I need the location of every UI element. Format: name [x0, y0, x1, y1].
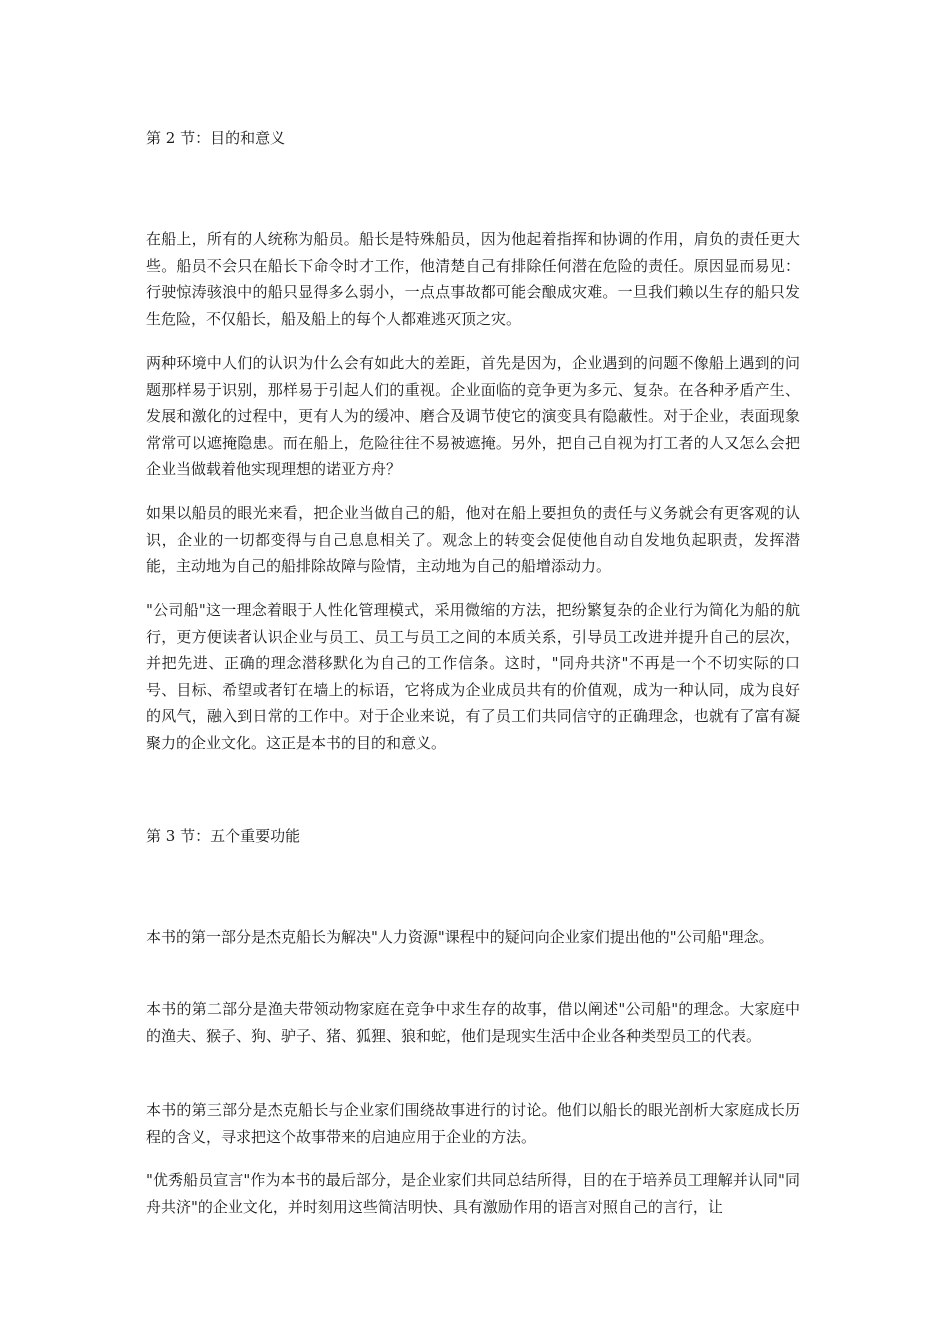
section-2-paragraph-2: 两种环境中人们的认识为什么会有如此大的差距，首先是因为，企业遇到的问题不像船上遇到的问题那样易于识别，那样易于引起人们的重视。企业面临的竞争更为多元、复杂。在各种矛盾产生、发展和激化的过程中，更有人为的缓冲、磨合及调节使它的演变具有隐蔽性。对于企业，表面现象常常可以遮掩隐患。而在船上，危险往往不易被遮掩。另外，把自己自视为打工者的人又怎么会把企业当做载着他实现理想的诺亚方舟？ [146, 354, 800, 478]
section-2-paragraph-3: 如果以船员的眼光来看，把企业当做自己的船，他对在船上要担负的责任与义务就会有更客观的认识，企业的一切都变得与自己息息相关了。观念上的转变会促使他自动自发地负起职责，发挥潜能，主动地为自己的船排除故障与险情，主动地为自己的船增添动力。 [146, 504, 800, 575]
section-3-paragraph-3: 本书的第三部分是杰克船长与企业家们围绕故事进行的讨论。他们以船长的眼光剖析大家庭成长历程的含义，寻求把这个故事带来的启迪应用于企业的方法。 [146, 1101, 800, 1146]
section-3-paragraph-2: 本书的第二部分是渔夫带领动物家庭在竞争中求生存的故事，借以阐述"公司船"的理念。大家庭中的渔夫、猴子、狗、驴子、猪、狐狸、狼和蛇，他们是现实生活中企业各种类型员工的代表。 [146, 1000, 800, 1045]
section-2-heading: 第 2 节：目的和意义 [146, 129, 286, 147]
section-3-paragraph-4: "优秀船员宣言"作为本书的最后部分，是企业家们共同总结所得，目的在于培养员工理解并认同"同舟共济"的企业文化，并时刻用这些简洁明快、具有激励作用的语言对照自己的言行，让 [146, 1171, 800, 1216]
section-2-paragraph-1: 在船上，所有的人统称为船员。船长是特殊船员，因为他起着指挥和协调的作用，肩负的责任更大些。船员不会只在船长下命令时才工作，他清楚自己有排除任何潜在危险的责任。原因显而易见：行驶惊涛骇浪中的船只显得多么弱小，一点点事故都可能会酿成灾难。一旦我们赖以生存的船只发生危险，不仅船长，船及船上的每个人都难逃灭顶之灾。 [146, 230, 800, 328]
section-3-paragraph-1: 本书的第一部分是杰克船长为解决"人力资源"课程中的疑问向企业家们提出他的"公司船"理念。 [146, 928, 774, 946]
section-2-paragraph-4: "公司船"这一理念着眼于人性化管理模式，采用微缩的方法，把纷繁复杂的企业行为简化为船的航行，更方便读者认识企业与员工、员工与员工之间的本质关系，引导员工改进并提升自己的层次，并把先进、正确的理念潜移默化为自己的工作信条。这时，"同舟共济"不再是一个不切实际的口号、目标、希望或者钉在墙上的标语，它将成为企业成员共有的价值观，成为一种认同，成为良好的风气，融入到日常的工作中。对于企业来说，有了员工们共同信守的正确理念，也就有了富有凝聚力的企业文化。这正是本书的目的和意义。 [146, 601, 800, 752]
section-3-heading: 第 3 节：五个重要功能 [146, 827, 301, 845]
